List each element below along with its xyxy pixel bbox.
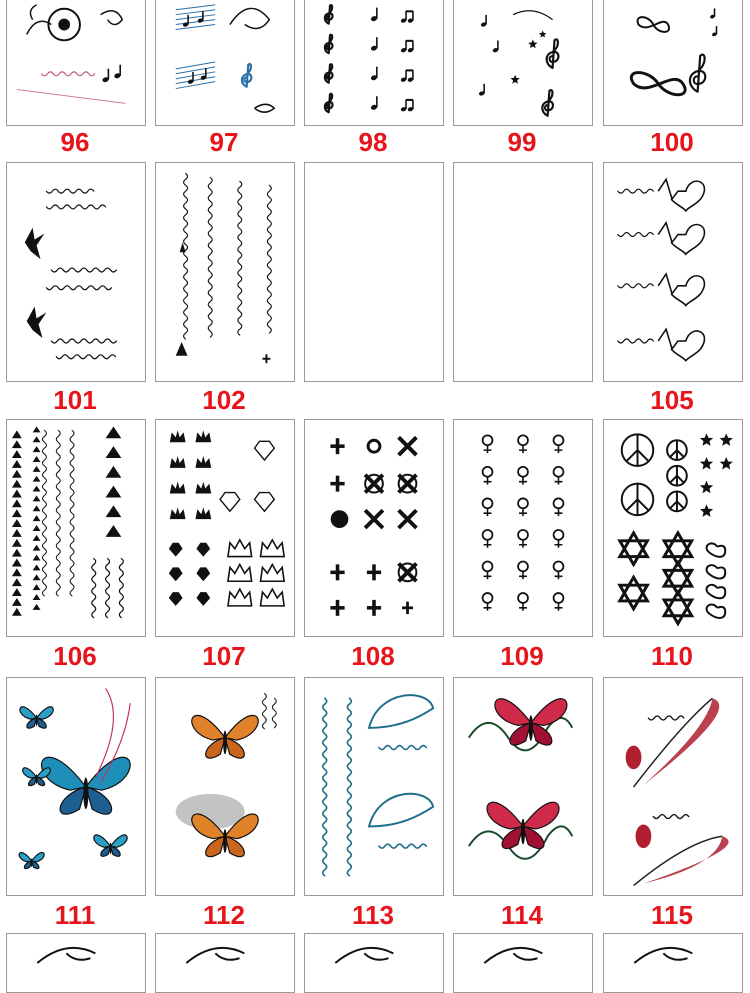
catalog-item-blank [0, 0, 150, 960]
catalog-item-blank [298, 0, 448, 960]
item-number-label: 100 [650, 127, 694, 157]
item-number-label: 111 [54, 900, 96, 930]
item-number-label: 98 [358, 127, 388, 157]
item-number-label: 97 [209, 127, 239, 157]
tattoo-design-card [603, 933, 743, 993]
catalog-item-blank [597, 0, 747, 960]
partial-design-icon [604, 934, 742, 992]
tattoo-design-card [155, 933, 295, 993]
tattoo-design-card [453, 933, 593, 993]
item-number-label: 107 [202, 641, 246, 671]
item-number-label: 96 [60, 127, 90, 157]
item-number-label: 112 [203, 900, 245, 930]
item-number-label: 105 [650, 385, 694, 415]
item-number-label: 110 [651, 641, 693, 671]
partial-design-icon [156, 934, 294, 992]
item-number-label: 108 [351, 641, 395, 671]
tattoo-design-card [6, 933, 146, 993]
item-number-label: 113 [352, 900, 394, 930]
item-number-label: 106 [53, 641, 97, 671]
item-number-label: 102 [202, 385, 246, 415]
partial-design-icon [454, 934, 592, 992]
item-number-label: 114 [501, 900, 543, 930]
partial-design-icon [7, 934, 145, 992]
partial-design-icon [305, 934, 443, 992]
item-number-label: 99 [507, 127, 537, 157]
item-number-label: 115 [651, 900, 693, 930]
catalog-item-blank [447, 0, 597, 960]
tattoo-design-card [304, 933, 444, 993]
item-number-label: 109 [500, 641, 544, 671]
item-number-label: 101 [53, 385, 97, 415]
catalog-item-blank [149, 0, 299, 960]
